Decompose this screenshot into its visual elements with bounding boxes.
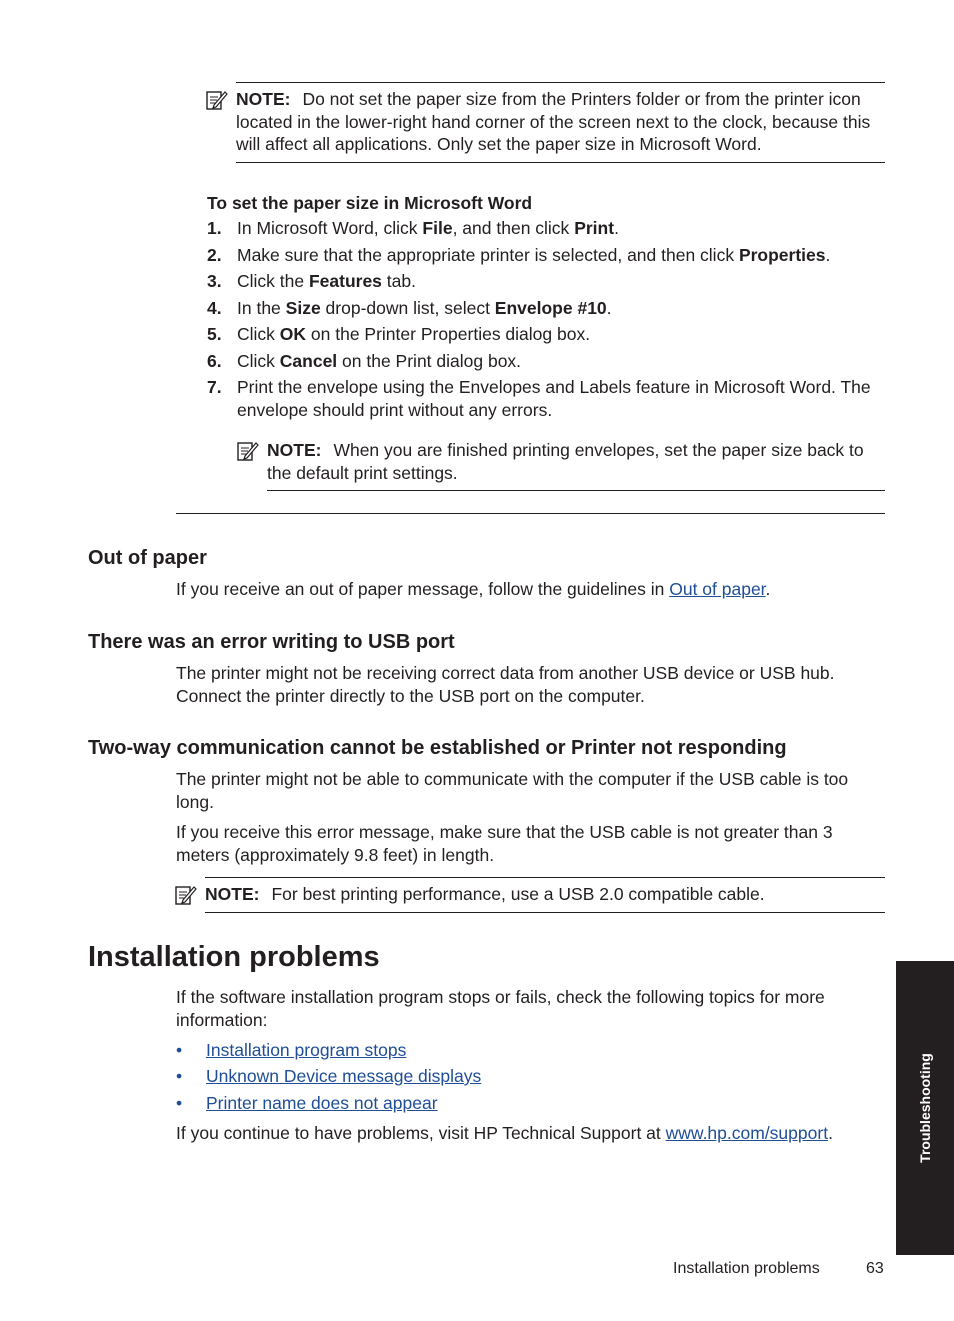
installation-heading: Installation problems xyxy=(88,941,380,973)
procedure-title: To set the paper size in Microsoft Word xyxy=(207,193,533,213)
note1-text xyxy=(236,88,886,156)
installation-closing: If you continue to have problems, visit HP Technical Support at www.hp.com/support. xyxy=(176,1123,833,1143)
printer-name-link[interactable]: Printer name does not appear xyxy=(206,1093,438,1113)
note-pencil-icon xyxy=(175,884,197,906)
note2-body: When you are finished printing envelopes, set the paper size back to the default print settings. xyxy=(267,440,864,483)
usb-error-heading: There was an error writing to USB port xyxy=(88,631,455,653)
hp-support-link[interactable]: www.hp.com/support xyxy=(665,1123,829,1143)
footer-page-number: 63 xyxy=(866,1260,884,1277)
note2-label: NOTE: xyxy=(267,440,322,460)
procedure-end-rule xyxy=(176,513,885,514)
note-pencil-icon xyxy=(237,440,259,462)
note3-text xyxy=(205,883,887,906)
note3-top-rule xyxy=(205,877,885,878)
note1-body: Do not set the paper size from the Printers folder or from the printer icon located in the lower-right hand corner of the screen next to the clock, because this will affect all applications. Only set the paper size in Microsoft Word. xyxy=(236,89,871,154)
two-way-heading: Two-way communication cannot be established or Printer not responding xyxy=(88,737,787,759)
bullet-icon: • xyxy=(176,1066,183,1086)
side-tab-troubleshooting xyxy=(896,961,954,1255)
note-pencil-icon xyxy=(206,89,228,111)
two-way-para2: If you receive this error message, make sure that the USB cable is not greater than 3 meters (approximately 9.8 feet) in length. xyxy=(176,822,833,865)
bullet-icon: • xyxy=(176,1093,183,1113)
note3-label: NOTE: xyxy=(205,884,260,904)
bullet-icon: • xyxy=(176,1040,183,1060)
unknown-device-link[interactable]: Unknown Device message displays xyxy=(206,1066,482,1086)
installation-intro: If the software installation program stops or fails, check the following topics for more information: xyxy=(176,987,825,1030)
out-of-paper-link[interactable]: Out of paper xyxy=(669,579,766,599)
two-way-para1: The printer might not be able to communicate with the computer if the USB cable is too long. xyxy=(176,769,849,812)
out-of-paper-text: If you receive an out of paper message, follow the guidelines in Out of paper. xyxy=(176,579,771,599)
note3-body: For best printing performance, use a USB 2.0 compatible cable. xyxy=(271,884,765,904)
side-tab-label: Troubleshooting xyxy=(916,1053,933,1163)
out-of-paper-heading: Out of paper xyxy=(88,547,207,569)
footer-section: Installation problems xyxy=(673,1260,820,1277)
note1-top-rule xyxy=(236,82,885,83)
installation-program-stops-link[interactable]: Installation program stops xyxy=(206,1040,407,1060)
note1-bottom-rule xyxy=(236,162,885,163)
note2-bottom-rule xyxy=(267,490,885,491)
note2-text xyxy=(267,439,887,484)
note3-bottom-rule xyxy=(205,912,885,913)
note1-label: NOTE: xyxy=(236,89,291,109)
usb-error-text: The printer might not be receiving correct data from another USB device or USB hub. Connect the printer directly to the USB port on the computer. xyxy=(176,663,835,706)
